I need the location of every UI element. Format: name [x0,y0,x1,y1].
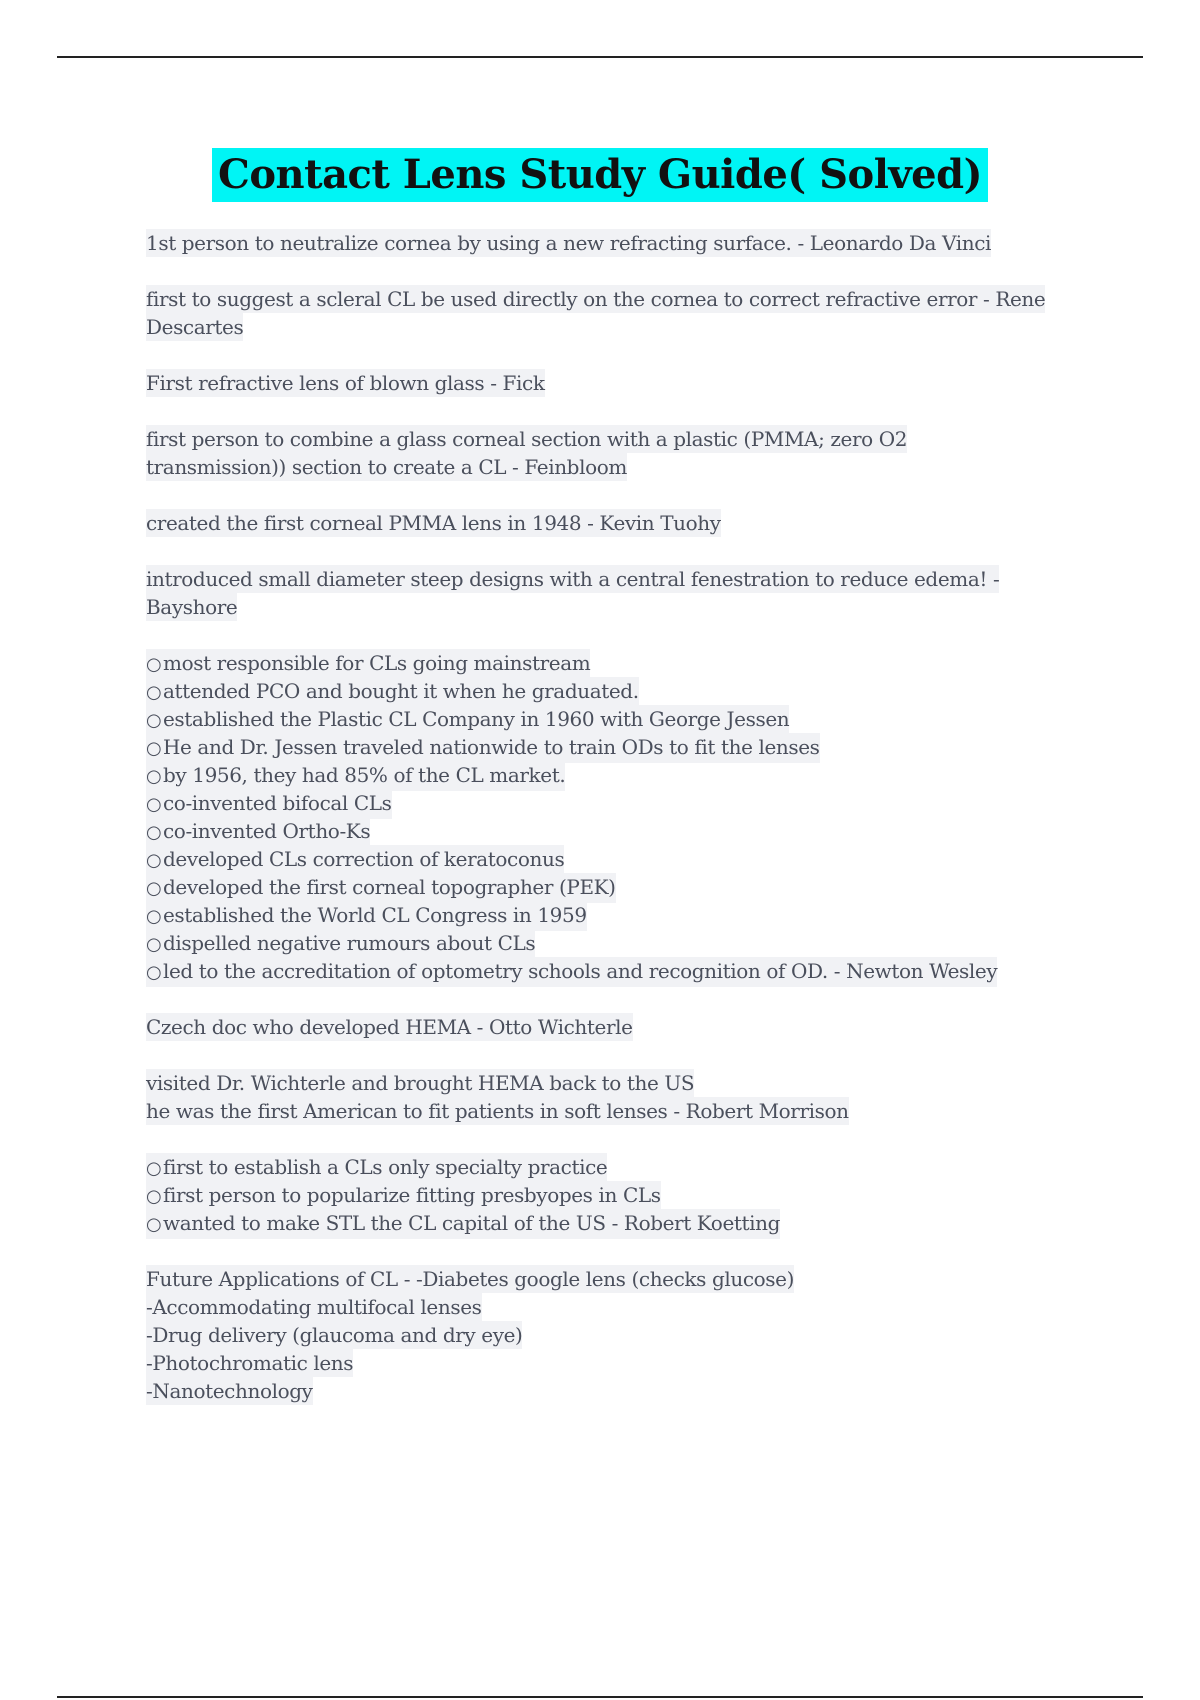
bullet-text: He and Dr. Jessen traveled nationwide to train ODs to fit the lenses [163,735,820,759]
qa-line: -Drug delivery (glaucoma and dry eye) [146,1323,523,1347]
qa-line: -Accommodating multifocal lenses [146,1295,482,1319]
bullet-line [146,733,820,763]
qa-item [146,509,1086,537]
bullet-line [146,649,590,679]
circle-bullet-icon: ○ [146,878,162,899]
qa-line: created the first corneal PMMA lens in 1948 - Kevin Tuohy [146,511,721,535]
circle-bullet-icon: ○ [146,1186,162,1207]
qa-line: -Photochromatic lens [146,1351,354,1375]
bullet-line [146,957,997,987]
qa-line: Descartes [146,315,244,339]
bullet-line [146,705,789,735]
circle-bullet-icon: ○ [146,934,162,955]
circle-bullet-icon: ○ [146,822,162,843]
bullet-line [146,789,392,819]
circle-bullet-icon: ○ [146,906,162,927]
qa-line: he was the first American to fit patients in soft lenses - Robert Morrison [146,1099,849,1123]
circle-bullet-icon: ○ [146,962,162,983]
qa-item [146,369,1086,397]
qa-line: first person to combine a glass corneal section with a plastic (PMMA; zero O2 [146,427,908,451]
bullet-text: established the Plastic CL Company in 1960 with George Jessen [163,707,790,731]
bullet-text: led to the accreditation of optometry schools and recognition of OD. - Newton Wesley [163,959,998,983]
qa-line: transmission)) section to create a CL - Feinbloom [146,455,627,479]
bullet-line [146,677,639,707]
bullet-text: first to establish a CLs only specialty practice [163,1155,608,1179]
qa-line: -Nanotechnology [146,1379,313,1403]
qa-item [146,1013,1086,1041]
qa-line: Future Applications of CL - -Diabetes google lens (checks glucose) [146,1267,794,1291]
qa-line: First refractive lens of blown glass - Fick [146,371,545,395]
qa-bullet-group [146,1153,1086,1237]
bullet-line [146,1181,661,1211]
bullet-text: developed CLs correction of keratoconus [163,847,565,871]
bullet-line [146,761,565,791]
bullet-text: established the World CL Congress in 1959 [163,903,587,927]
bullet-text: dispelled negative rumours about CLs [163,931,536,955]
qa-item [146,1265,1086,1405]
qa-line: Czech doc who developed HEMA - Otto Wichterle [146,1015,633,1039]
circle-bullet-icon: ○ [146,710,162,731]
qa-line: visited Dr. Wichterle and brought HEMA back to the US [146,1071,695,1095]
bullet-line [146,901,587,931]
qa-item [146,285,1086,341]
bullet-text: co-invented bifocal CLs [163,791,392,815]
bullet-text: first person to popularize fitting presbyopes in CLs [163,1183,661,1207]
bullet-text: attended PCO and bought it when he graduated. [163,679,639,703]
bullet-line [146,1153,607,1183]
page-title: Contact Lens Study Guide( Solved) [212,148,988,202]
qa-item [146,425,1086,481]
circle-bullet-icon: ○ [146,738,162,759]
bullet-line [146,929,535,959]
study-guide-content [146,229,1086,1433]
qa-item [146,1069,1086,1125]
qa-line: Bayshore [146,595,238,619]
bullet-text: co-invented Ortho-Ks [163,819,371,843]
circle-bullet-icon: ○ [146,1158,162,1179]
bullet-text: by 1956, they had 85% of the CL market. [163,763,566,787]
qa-bullet-group [146,649,1086,985]
circle-bullet-icon: ○ [146,654,162,675]
circle-bullet-icon: ○ [146,682,162,703]
qa-item [146,229,1086,257]
circle-bullet-icon: ○ [146,1214,162,1235]
qa-line: first to suggest a scleral CL be used directly on the cornea to correct refractive error - Rene [146,287,1046,311]
top-rule [57,56,1143,58]
bullet-line [146,845,564,875]
bottom-rule [57,1696,1143,1698]
circle-bullet-icon: ○ [146,766,162,787]
bullet-line [146,817,370,847]
bullet-line [146,1209,780,1239]
bullet-text: most responsible for CLs going mainstream [163,651,591,675]
circle-bullet-icon: ○ [146,794,162,815]
qa-line: introduced small diameter steep designs with a central fenestration to reduce edema! - [146,567,1000,591]
bullet-text: wanted to make STL the CL capital of the US - Robert Koetting [163,1211,781,1235]
bullet-line [146,873,616,903]
qa-line: 1st person to neutralize cornea by using a new refracting surface. - Leonardo Da Vinci [146,231,991,255]
bullet-text: developed the first corneal topographer (PEK) [163,875,616,899]
qa-item [146,565,1086,621]
title-block [0,148,1200,202]
circle-bullet-icon: ○ [146,850,162,871]
